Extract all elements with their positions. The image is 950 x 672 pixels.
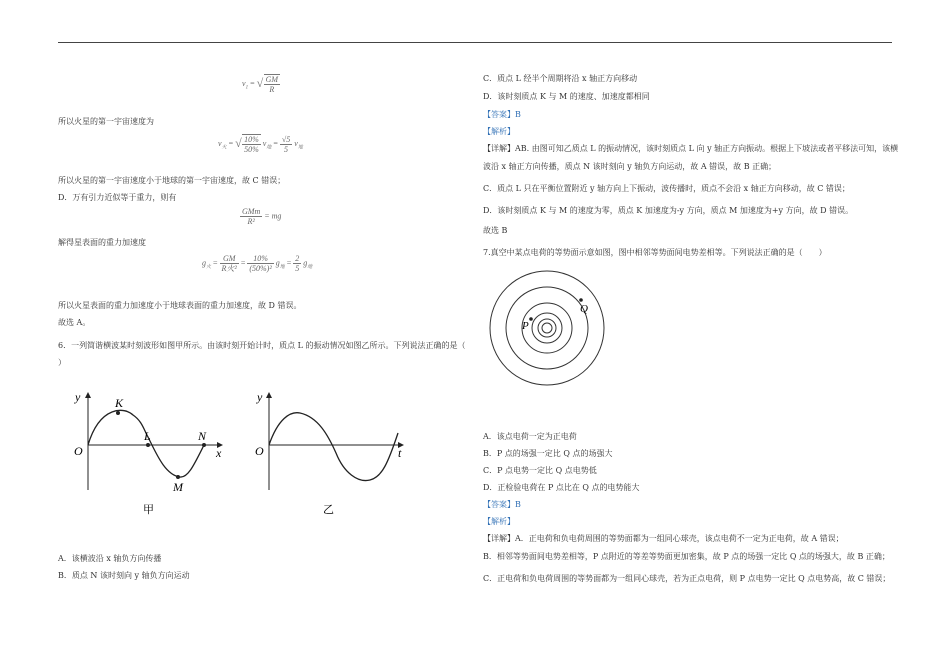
text-opt-d: D．该时刻质点 K 与 M 的速度、加速度都相同 [483,92,650,101]
point-q [579,298,583,302]
caption-yi: 乙 [323,504,334,516]
wave-curve-yi [269,413,398,481]
analysis-label: 【解析】 [483,127,515,136]
text-detail1: 【详解】AB. 由图可知乙质点 L 的振动情况，该时刻质点 L 向 y 轴正方向振动。根据上下坡法或者平移法可知，该横 [483,144,899,153]
text-answer-a: 故选 A。 [58,318,91,327]
point-p [529,317,533,321]
label-m: M [173,480,183,494]
label-q: Q [580,303,588,315]
text-detail7a: 【详解】A．正电荷和负电荷周围的等势面都为一组同心球壳，该点电荷不一定为正电荷，故 A 错误； [483,534,844,543]
text-q7-a: A．该点电荷一定为正电荷 [483,432,577,441]
text-choose-b: 故选 B [483,226,508,235]
label-n: N [198,429,207,443]
text-q7-c: C．P 点电势一定比 Q 点电势低 [483,466,597,475]
label-o-yi: O [255,444,264,458]
label-y-yi: y [257,390,263,404]
point-n [202,443,206,447]
label-y-jia: y [75,390,81,404]
text-detail4: D．该时刻质点 K 与 M 的速度为零，质点 K 加速度为-y 方向，质点 M 加速度为+y 方向，故 D 错误。 [483,206,854,215]
equipotential-ring-3 [522,303,572,353]
figure-yi [255,390,403,516]
equipotential-ring-5 [538,319,556,337]
text-q6-line2: ） [58,358,66,367]
text-mars-first-cosmic: 所以火星的第一宇宙速度为 [58,117,154,126]
text-detail2: 波沿 x 轴正方向传播，质点 N 该时刻向 y 轴负方向运动，故 A 错误，故 B 正确； [483,162,777,171]
text-detail7b: B．相邻等势面间电势差相等，P 点附近的等差等势面更加密集，故 P 点的场强一定比 Q 点的场强大，故 B 正确； [483,552,890,561]
text-option-d-intro: D．万有引力近似等于重力，则有 [58,193,177,202]
label-x-jia: x [216,446,222,460]
text-conclusion-c: 所以火星的第一宇宙速度小于地球的第一宇宙速度，故 C 错误； [58,176,286,185]
wave-curve-jia [88,410,204,477]
text-opt-a: A．该横波沿 x 轴负方向传播 [58,554,162,563]
text-solve-g: 解得星表面的重力加速度 [58,238,146,247]
text-q7-b: B．P 点的场强一定比 Q 点的场强大 [483,449,613,458]
figure-jia [74,390,222,516]
point-l [146,443,150,447]
text-q7: 7.真空中某点电荷的等势面示意如图，图中相邻等势面间电势差相等。下列说法正确的是（ ） [483,248,827,257]
answer-label-2: 【答案】B [483,500,521,509]
text-conclusion-d: 所以火星表面的重力加速度小于地球表面的重力加速度，故 D 错误。 [58,301,302,310]
text-opt-b: B．质点 N 该时刻向 y 轴负方向运动 [58,571,190,580]
label-l: L [144,429,151,443]
equipotential-ring-2 [506,287,588,369]
label-o-jia: O [74,444,83,458]
label-p: P [522,320,529,332]
label-k: K [115,396,124,410]
equipotential-figure [487,270,607,390]
label-t-yi: t [398,446,402,460]
text-opt-c: C．质点 L 经半个周期将沿 x 轴正方向移动 [483,74,638,83]
equation-gravity: $\frac{\text{GMm}}{\text{R²}}$ = mg [242,207,282,226]
text-detail7c: C．正电荷和负电荷周围的等势面都为一组同心球壳，若为正点电荷，则 P 点电势一定比 Q 点电势高，故 C 错误； [483,574,891,583]
equipotential-ring-1 [490,271,604,385]
wave-figures [70,385,420,525]
caption-jia: 甲 [143,504,154,516]
analysis-label-2: 【解析】 [483,517,515,526]
equipotential-ring-6 [542,323,552,333]
answer-label: 【答案】B [483,110,521,119]
point-k [116,411,120,415]
equipotential-ring-4 [532,313,562,343]
equation-v1: $v_1$ = √ $\frac{GM}{R}$ [242,74,280,94]
point-m [176,475,180,479]
equation-g-mars: $g_火$ = $\frac{GM}{\text{R火²}}$ = $\frac{10\%}{\text{(50\%)²}}$ $g_地$ = $\frac{2}{5}$ $g_地$ [202,254,313,273]
header-rule [58,42,892,43]
equation-v-mars: $v_火$ = √ $\frac{10\%}{50\%}$ $v_地$ = $\frac{√5}{5}$ $v_地$ [218,134,303,154]
text-q7-d: D．正检验电荷在 P 点比在 Q 点的电势能大 [483,483,640,492]
text-q6-line1: 6．一列简谐横波某时刻波形如图甲所示。由该时刻开始计时，质点 L 的振动情况如图乙所示。下列说法正确的是（ [58,341,466,350]
text-detail3: C．质点 L 只在平衡位置附近 y 轴方向上下振动，波传播时，质点不会沿 x 轴正方向移动，故 C 错误； [483,184,850,193]
